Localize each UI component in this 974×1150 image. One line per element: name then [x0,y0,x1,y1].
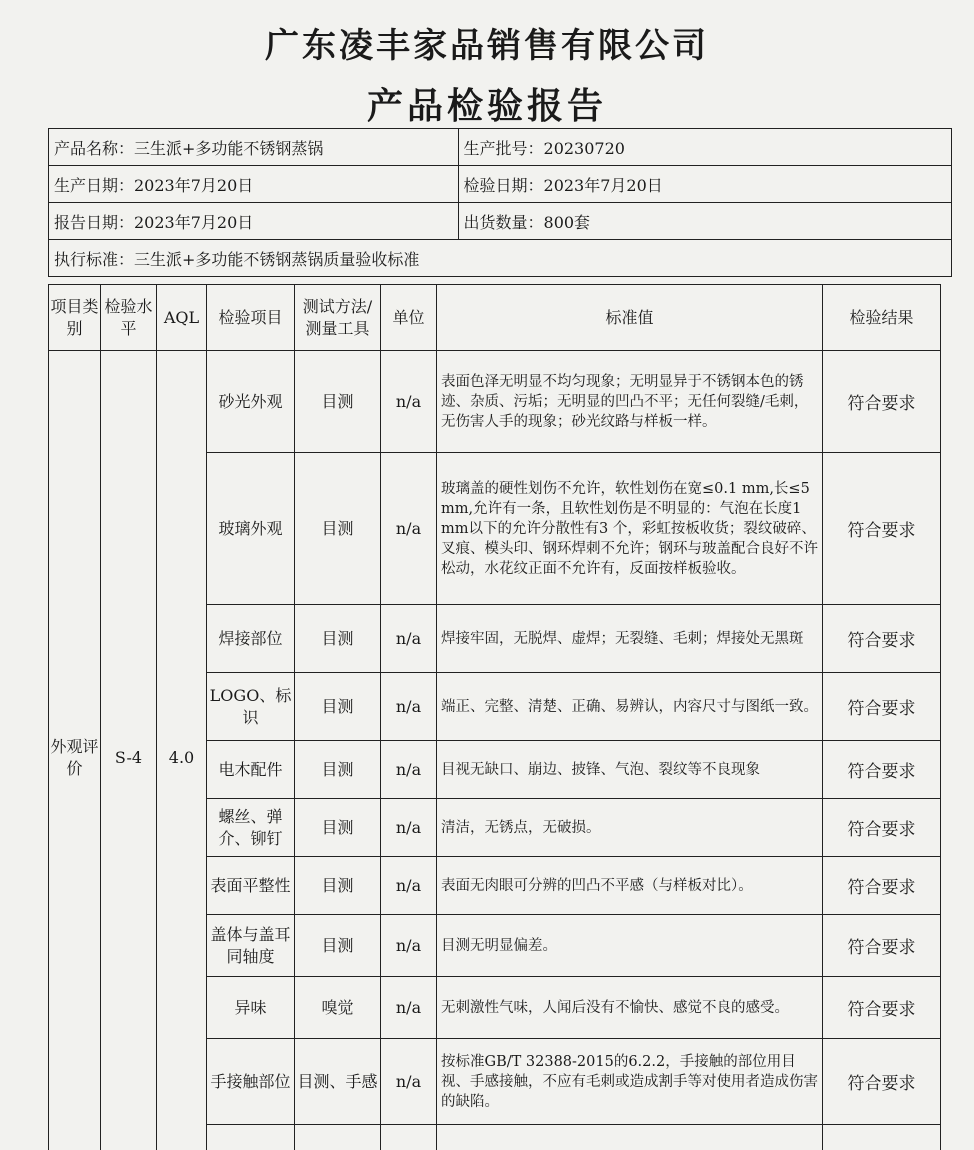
inspection-item: 异味 [207,977,295,1039]
standard-value: 玻璃盖的硬性划伤不允许，软性划伤在宽≤0.1 mm,长≤5 mm,允许有一条，且软性划伤是不明显的：气泡在长度1 mm以下的允许分散性有3 个，彩虹按板收货；裂纹破碎、叉痕、模头印、钢环焊刺不允许；钢环与玻盖配合良好不许松动，水花纹正面不允许有，反面按样板验收。 [437,453,823,605]
table-body [49,351,941,1150]
inspection-result: 符合要求 [823,857,941,915]
standard-value: 清洁，无锈点，无破损。 [437,799,823,857]
test-method: 目测 [295,915,381,977]
inspection-result: 符合要求 [823,1039,941,1125]
table-header-row [49,285,941,351]
unit: n/a [381,857,437,915]
company-name: 广东凌丰家品销售有限公司 [265,26,709,66]
header-item: 检验项目 [207,285,295,351]
aql-cell: 4.0 [157,351,207,1150]
shipment-quantity: 出货数量：800套 [458,203,951,240]
execution-standard: 执行标准：三生派+多功能不锈钢蒸锅质量验收标准 [49,240,952,277]
unit: n/a [381,799,437,857]
inspection-item: 砂光外观 [207,351,295,453]
report-info-table [48,128,952,277]
header-category: 项目类别 [49,285,101,351]
test-method: 目测 [295,741,381,799]
inspection-result: 符合要求 [823,351,941,453]
unit: n/a [381,351,437,453]
test-method: 目测 [295,799,381,857]
standard-value: 表面无肉眼可分辨的凹凸不平感（与样板对比）。 [437,857,823,915]
unit: n/a [381,673,437,741]
inspection-result: 符合要求 [823,673,941,741]
header-method: 测试方法/测量工具 [295,285,381,351]
header-standard: 标准值 [437,285,823,351]
inspection-result: 符合要求 [823,799,941,857]
unit: n/a [381,453,437,605]
category-cell: 外观评价 [49,351,101,1150]
inspection-result: 符合要求 [823,605,941,673]
test-method: 目测 [295,453,381,605]
empty-cell [381,1125,437,1150]
unit: n/a [381,741,437,799]
report-title: 产品检验报告 [366,86,607,127]
standard-value: 焊接牢固，无脱焊、虚焊；无裂缝、毛刺；焊接处无黑斑 [437,605,823,673]
standard-value: 目测无明显偏差。 [437,915,823,977]
header-aql: AQL [157,285,207,351]
unit: n/a [381,915,437,977]
header-result: 检验结果 [823,285,941,351]
test-method: 嗅觉 [295,977,381,1039]
inspection-item: 电木配件 [207,741,295,799]
standard-value: 端正、完整、清楚、正确、易辨认，内容尺寸与图纸一致。 [437,673,823,741]
inspection-item: 螺丝、弹介、铆钉 [207,799,295,857]
empty-cell [437,1125,823,1150]
header-level: 检验水平 [101,285,157,351]
test-method: 目测 [295,673,381,741]
inspection-result: 符合要求 [823,453,941,605]
info-row [49,203,952,240]
unit: n/a [381,1039,437,1125]
inspection-date: 检验日期：2023年7月20日 [458,166,951,203]
standard-value: 表面色泽无明显不均匀现象；无明显异于不锈钢本色的锈迹、杂质、污垢；无明显的凹凸不平；无任何裂缝/毛刺，无伤害人手的现象；砂光纹路与样板一样。 [437,351,823,453]
inspection-item: 盖体与盖耳同轴度 [207,915,295,977]
table-row [49,351,941,453]
info-row [49,166,952,203]
inspection-item: 手接触部位 [207,1039,295,1125]
header-unit: 单位 [381,285,437,351]
inspection-item: LOGO、标识 [207,673,295,741]
info-row [49,240,952,277]
test-method: 目测、手感 [295,1039,381,1125]
standard-value: 目视无缺口、崩边、披锋、气泡、裂纹等不良现象 [437,741,823,799]
empty-cell [823,1125,941,1150]
production-date: 生产日期：2023年7月20日 [49,166,459,203]
standard-value: 无刺激性气味，人闻后没有不愉快、感觉不良的感受。 [437,977,823,1039]
test-method: 目测 [295,605,381,673]
inspection-result: 符合要求 [823,741,941,799]
inspection-item: 表面平整性 [207,857,295,915]
test-method: 目测 [295,351,381,453]
inspection-item: 焊接部位 [207,605,295,673]
empty-cell [207,1125,295,1150]
inspection-result: 符合要求 [823,977,941,1039]
batch-number: 生产批号：20230720 [458,129,951,166]
empty-cell [295,1125,381,1150]
unit: n/a [381,605,437,673]
unit: n/a [381,977,437,1039]
inspection-result: 符合要求 [823,915,941,977]
test-method: 目测 [295,857,381,915]
info-row [49,129,952,166]
product-name: 产品名称：三生派+多功能不锈钢蒸锅 [49,129,459,166]
level-cell: S-4 [101,351,157,1150]
report-date: 报告日期：2023年7月20日 [49,203,459,240]
inspection-item: 玻璃外观 [207,453,295,605]
standard-value: 按标准GB/T 32388-2015的6.2.2，手接触的部位用目视、手感接触，不应有毛刺或造成割手等对使用者造成伤害的缺陷。 [437,1039,823,1125]
inspection-table [48,284,941,1150]
